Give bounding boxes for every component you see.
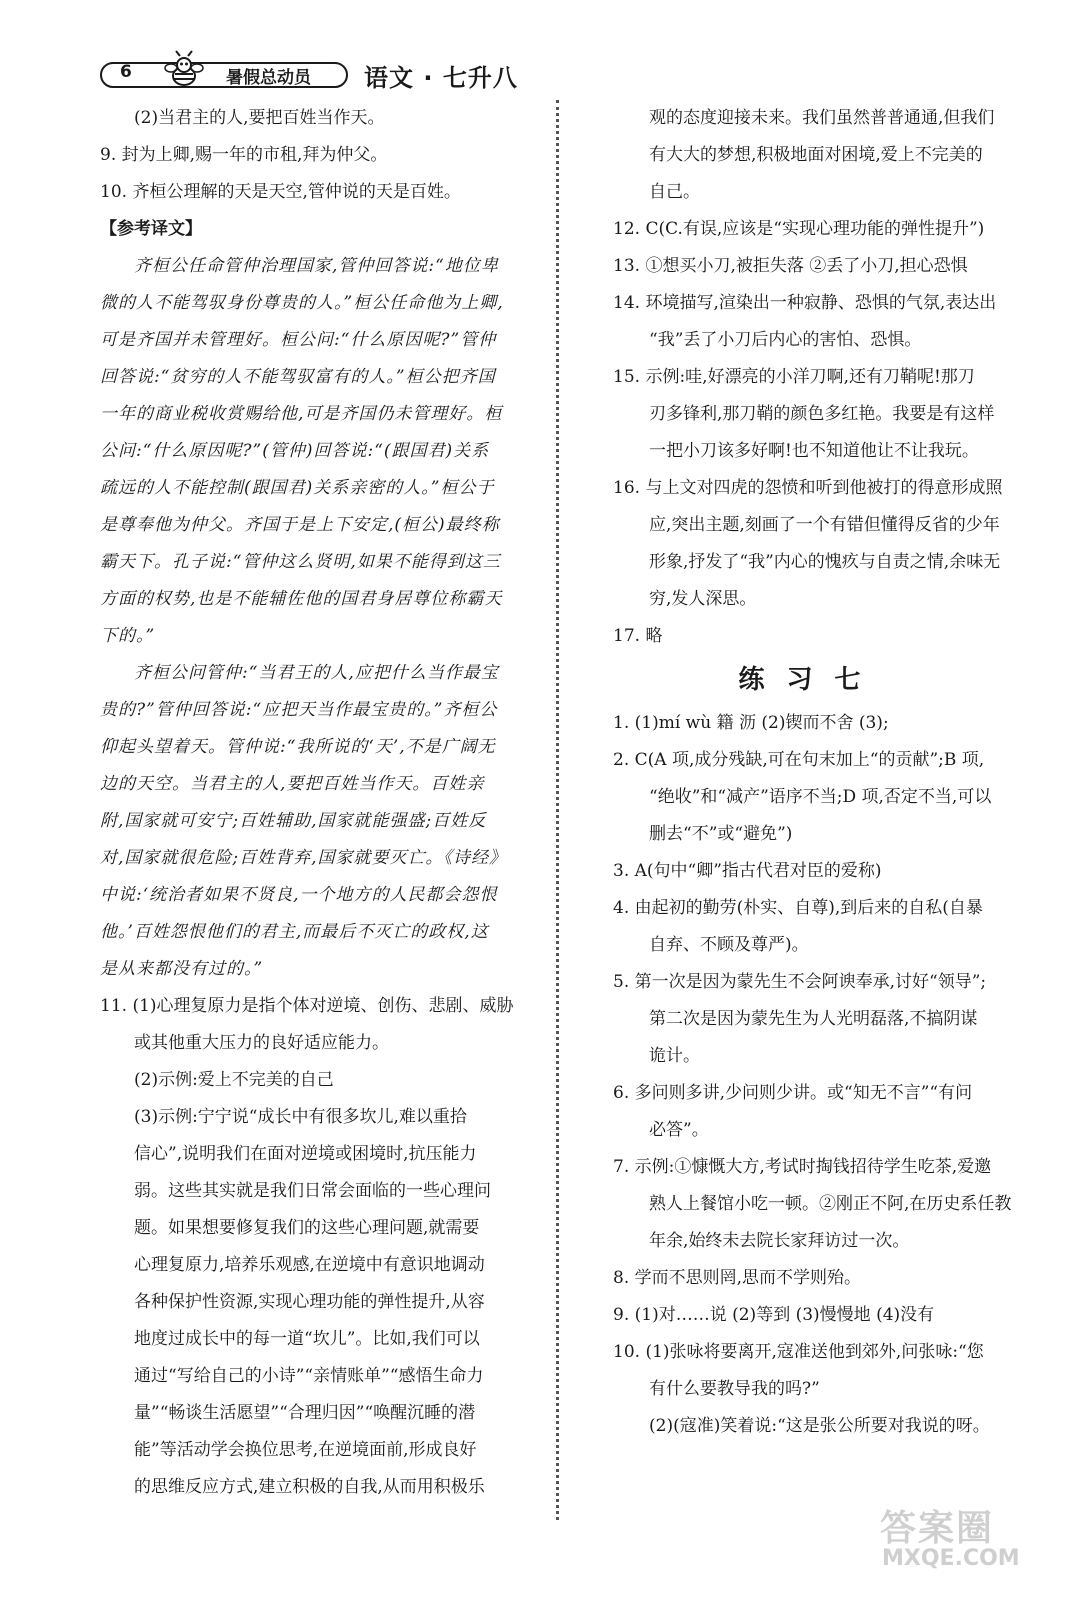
text-line: 方面的权势,也是不能辅佐他的国君身居尊位称霸天 — [100, 589, 503, 609]
text-line: 15. 示例:哇,好漂亮的小洋刀啊,还有刀鞘呢!那刀 — [613, 367, 975, 387]
text-line: 穷,发人深思。 — [649, 589, 757, 609]
text-line: 疏远的人不能控制(跟国君)关系亲密的人。”桓公于 — [100, 478, 495, 498]
text-line: 弱。这些其实就是我们日常会面临的一些心理问 — [134, 1181, 491, 1201]
text-line: 必答”。 — [649, 1120, 709, 1140]
text-line: “我”丢了小刀后内心的害怕、恐惧。 — [649, 330, 922, 350]
text-line: 10. 齐桓公理解的天是天空,管仲说的天是百姓。 — [100, 182, 461, 202]
text-line: 微的人不能驾驭身份尊贵的人。”桓公任命他为上卿, — [100, 293, 504, 313]
text-line: 回答说:“贫穷的人不能驾驭富有的人。”桓公把齐国 — [100, 367, 496, 387]
text-line: 观的态度迎接未来。我们虽然普普通通,但我们 — [649, 108, 995, 128]
text-line: 题。如果想要修复我们的这些心理问题,就需要 — [134, 1218, 480, 1238]
subject-title: 语文 · 七升八 — [364, 64, 518, 92]
left-column — [100, 100, 530, 1506]
text-line: 中说:‘统治者如果不贤良,一个地方的人民都会怨恨 — [100, 885, 498, 905]
right-column — [613, 100, 1012, 1445]
text-line: 的思维反应方式,建立积极的自我,从而用积极乐 — [134, 1477, 485, 1497]
column-divider — [556, 100, 559, 1520]
text-line: 对,国家就很危险;百姓背弃,国家就要灭亡。《诗经》 — [100, 848, 508, 868]
text-line: 是从来都没有过的。” — [100, 959, 264, 979]
text-line: 地度过成长中的每一道“坎儿”。比如,我们可以 — [134, 1329, 480, 1349]
text-line: 删去“不”或“避免”) — [649, 824, 793, 844]
text-line: 诡计。 — [649, 1046, 700, 1066]
text-line: 量”“畅谈生活愿望”“合理归因”“唤醒沉睡的潜 — [134, 1403, 476, 1423]
text-line: 年余,始终未去院长家拜访过一次。 — [649, 1231, 910, 1251]
text-line: (2)(寇准)笑着说:“这是张公所要对我说的呀。 — [649, 1416, 990, 1436]
text-line: 信心”,说明我们在面对逆境或困境时,抗压能力 — [134, 1144, 477, 1164]
text-line: 6. 多问则多讲,少问则少讲。或“知无不言”“有问 — [613, 1083, 973, 1103]
text-line: 9. 封为上卿,赐一年的市租,拜为仲父。 — [100, 145, 388, 165]
text-line: 2. C(A 项,成分残缺,可在句末加上“的贡献”;B 项, — [613, 750, 985, 770]
text-line: 【参考译文】 — [100, 219, 202, 239]
text-line: 一把小刀该多好啊!也不知道他让不让我玩。 — [649, 441, 979, 461]
text-line: 10. (1)张咏将要离开,寇准送他到郊外,问张咏:“您 — [613, 1342, 984, 1362]
text-line: 16. 与上文对四虎的怨愤和听到他被打的得意形成照 — [613, 478, 1003, 498]
text-line: 通过“写给自己的小诗”“亲情账单”“感悟生命力 — [134, 1366, 484, 1386]
text-line: 能”等活动学会换位思考,在逆境面前,形成良好 — [134, 1440, 477, 1460]
text-line: 或其他重大压力的良好适应能力。 — [134, 1033, 389, 1053]
text-line: 公问:“什么原因呢?”(管仲)回答说:“(跟国君)关系 — [100, 441, 490, 461]
text-line: 齐桓公问管仲:“当君王的人,应把什么当作最宝 — [134, 663, 499, 683]
watermark-url: MXQE.COM — [882, 1546, 1020, 1571]
text-line: 自己。 — [649, 182, 700, 202]
text-line: (2)当君主的人,要把百姓当作天。 — [134, 108, 385, 128]
text-line: 14. 环境描写,渲染出一种寂静、恐惧的气氛,表达出 — [613, 293, 997, 313]
text-line: 应,突出主题,刻画了一个有错但懂得反省的少年 — [649, 515, 1000, 535]
text-line: 形象,抒发了“我”内心的愧疚与自责之情,余味无 — [649, 552, 1001, 572]
text-line: 可是齐国并未管理好。桓公问:“什么原因呢?”管仲 — [100, 330, 497, 350]
text-line: 17. 略 — [613, 626, 663, 646]
text-line: 12. C(C.有误,应该是“实现心理功能的弹性提升”) — [613, 219, 985, 239]
text-line: (2)示例:爱上不完美的自己 — [134, 1070, 334, 1090]
text-line: 附,国家就可安宁;百姓辅助,国家就能强盛;百姓反 — [100, 811, 487, 831]
watermark-logo-text: 答案圈 — [880, 1508, 995, 1549]
text-line: “绝收”和“减产”语序不当;D 项,否定不当,可以 — [649, 787, 992, 807]
text-line: 4. 由起初的勤劳(朴实、自尊),到后来的自私(自暴 — [613, 898, 983, 918]
text-line: 各种保护性资源,实现心理功能的弹性提升,从容 — [134, 1292, 485, 1312]
text-line: 第二次是因为蒙先生为人光明磊落,不搞阴谋 — [649, 1009, 978, 1029]
text-line: 齐桓公任命管仲治理国家,管仲回答说:“地位卑 — [134, 256, 499, 276]
text-line: 熟人上餐馆小吃一顿。②刚正不阿,在历史系任教 — [649, 1194, 1012, 1214]
text-line: 贵的?”管仲回答说:“应把天当作最宝贵的。”齐桓公 — [100, 700, 498, 720]
text-line: 8. 学而不思则罔,思而不学则殆。 — [613, 1268, 862, 1288]
text-line: 11. (1)心理复原力是指个体对逆境、创伤、悲剧、威胁 — [100, 996, 514, 1016]
section-title: 练习七 — [738, 665, 883, 695]
text-line: 他。’百姓怨恨他们的君主,而最后不灭亡的政权,这 — [100, 922, 489, 942]
text-line: 自弃、不顾及尊严)。 — [649, 935, 809, 955]
bee-mascot-icon — [162, 50, 206, 94]
text-line: 1. (1)mí wù 籍 沥 (2)锲而不舍 (3); — [613, 713, 889, 733]
text-line: 有大大的梦想,积极地面对困境,爱上不完美的 — [649, 145, 983, 165]
page-number: 6 — [120, 62, 132, 82]
text-line: 刃多锋利,那刀鞘的颜色多红艳。我要是有这样 — [649, 404, 995, 424]
text-line: 3. A(句中“卿”指古代君对臣的爱称) — [613, 861, 882, 881]
text-line: 下的。” — [100, 626, 156, 646]
text-line: 9. (1)对……说 (2)等到 (3)慢慢地 (4)没有 — [613, 1305, 935, 1325]
text-line: 仰起头望着天。管仲说:“我所说的‘天’,不是广阔无 — [100, 737, 496, 757]
text-line: 是尊奉他为仲父。齐国于是上下安定,(桓公)最终称 — [100, 515, 500, 535]
text-line: (3)示例:宁宁说“成长中有很多坎儿,难以重拾 — [134, 1107, 467, 1127]
text-line: 边的天空。当君主的人,要把百姓当作天。百姓亲 — [100, 774, 485, 794]
text-line: 7. 示例:①慷慨大方,考试时掏钱招待学生吃茶,爱邀 — [613, 1157, 992, 1177]
page-header — [100, 58, 520, 94]
watermark — [880, 1500, 1055, 1580]
text-line: 一年的商业税收赏赐给他,可是齐国仍未管理好。桓 — [100, 404, 503, 424]
text-line: 心理复原力,培养乐观感,在逆境中有意识地调动 — [134, 1255, 485, 1275]
text-line: 霸天下。孔子说:“管仲这么贤明,如果不能得到这三 — [100, 552, 501, 572]
brand-title: 暑假总动员 — [226, 68, 311, 88]
text-line: 5. 第一次是因为蒙先生不会阿谀奉承,讨好“领导”; — [613, 972, 987, 992]
text-line: 有什么要教导我的吗?” — [649, 1379, 820, 1399]
text-line: 13. ①想买小刀,被拒失落 ②丢了小刀,担心恐惧 — [613, 256, 968, 276]
